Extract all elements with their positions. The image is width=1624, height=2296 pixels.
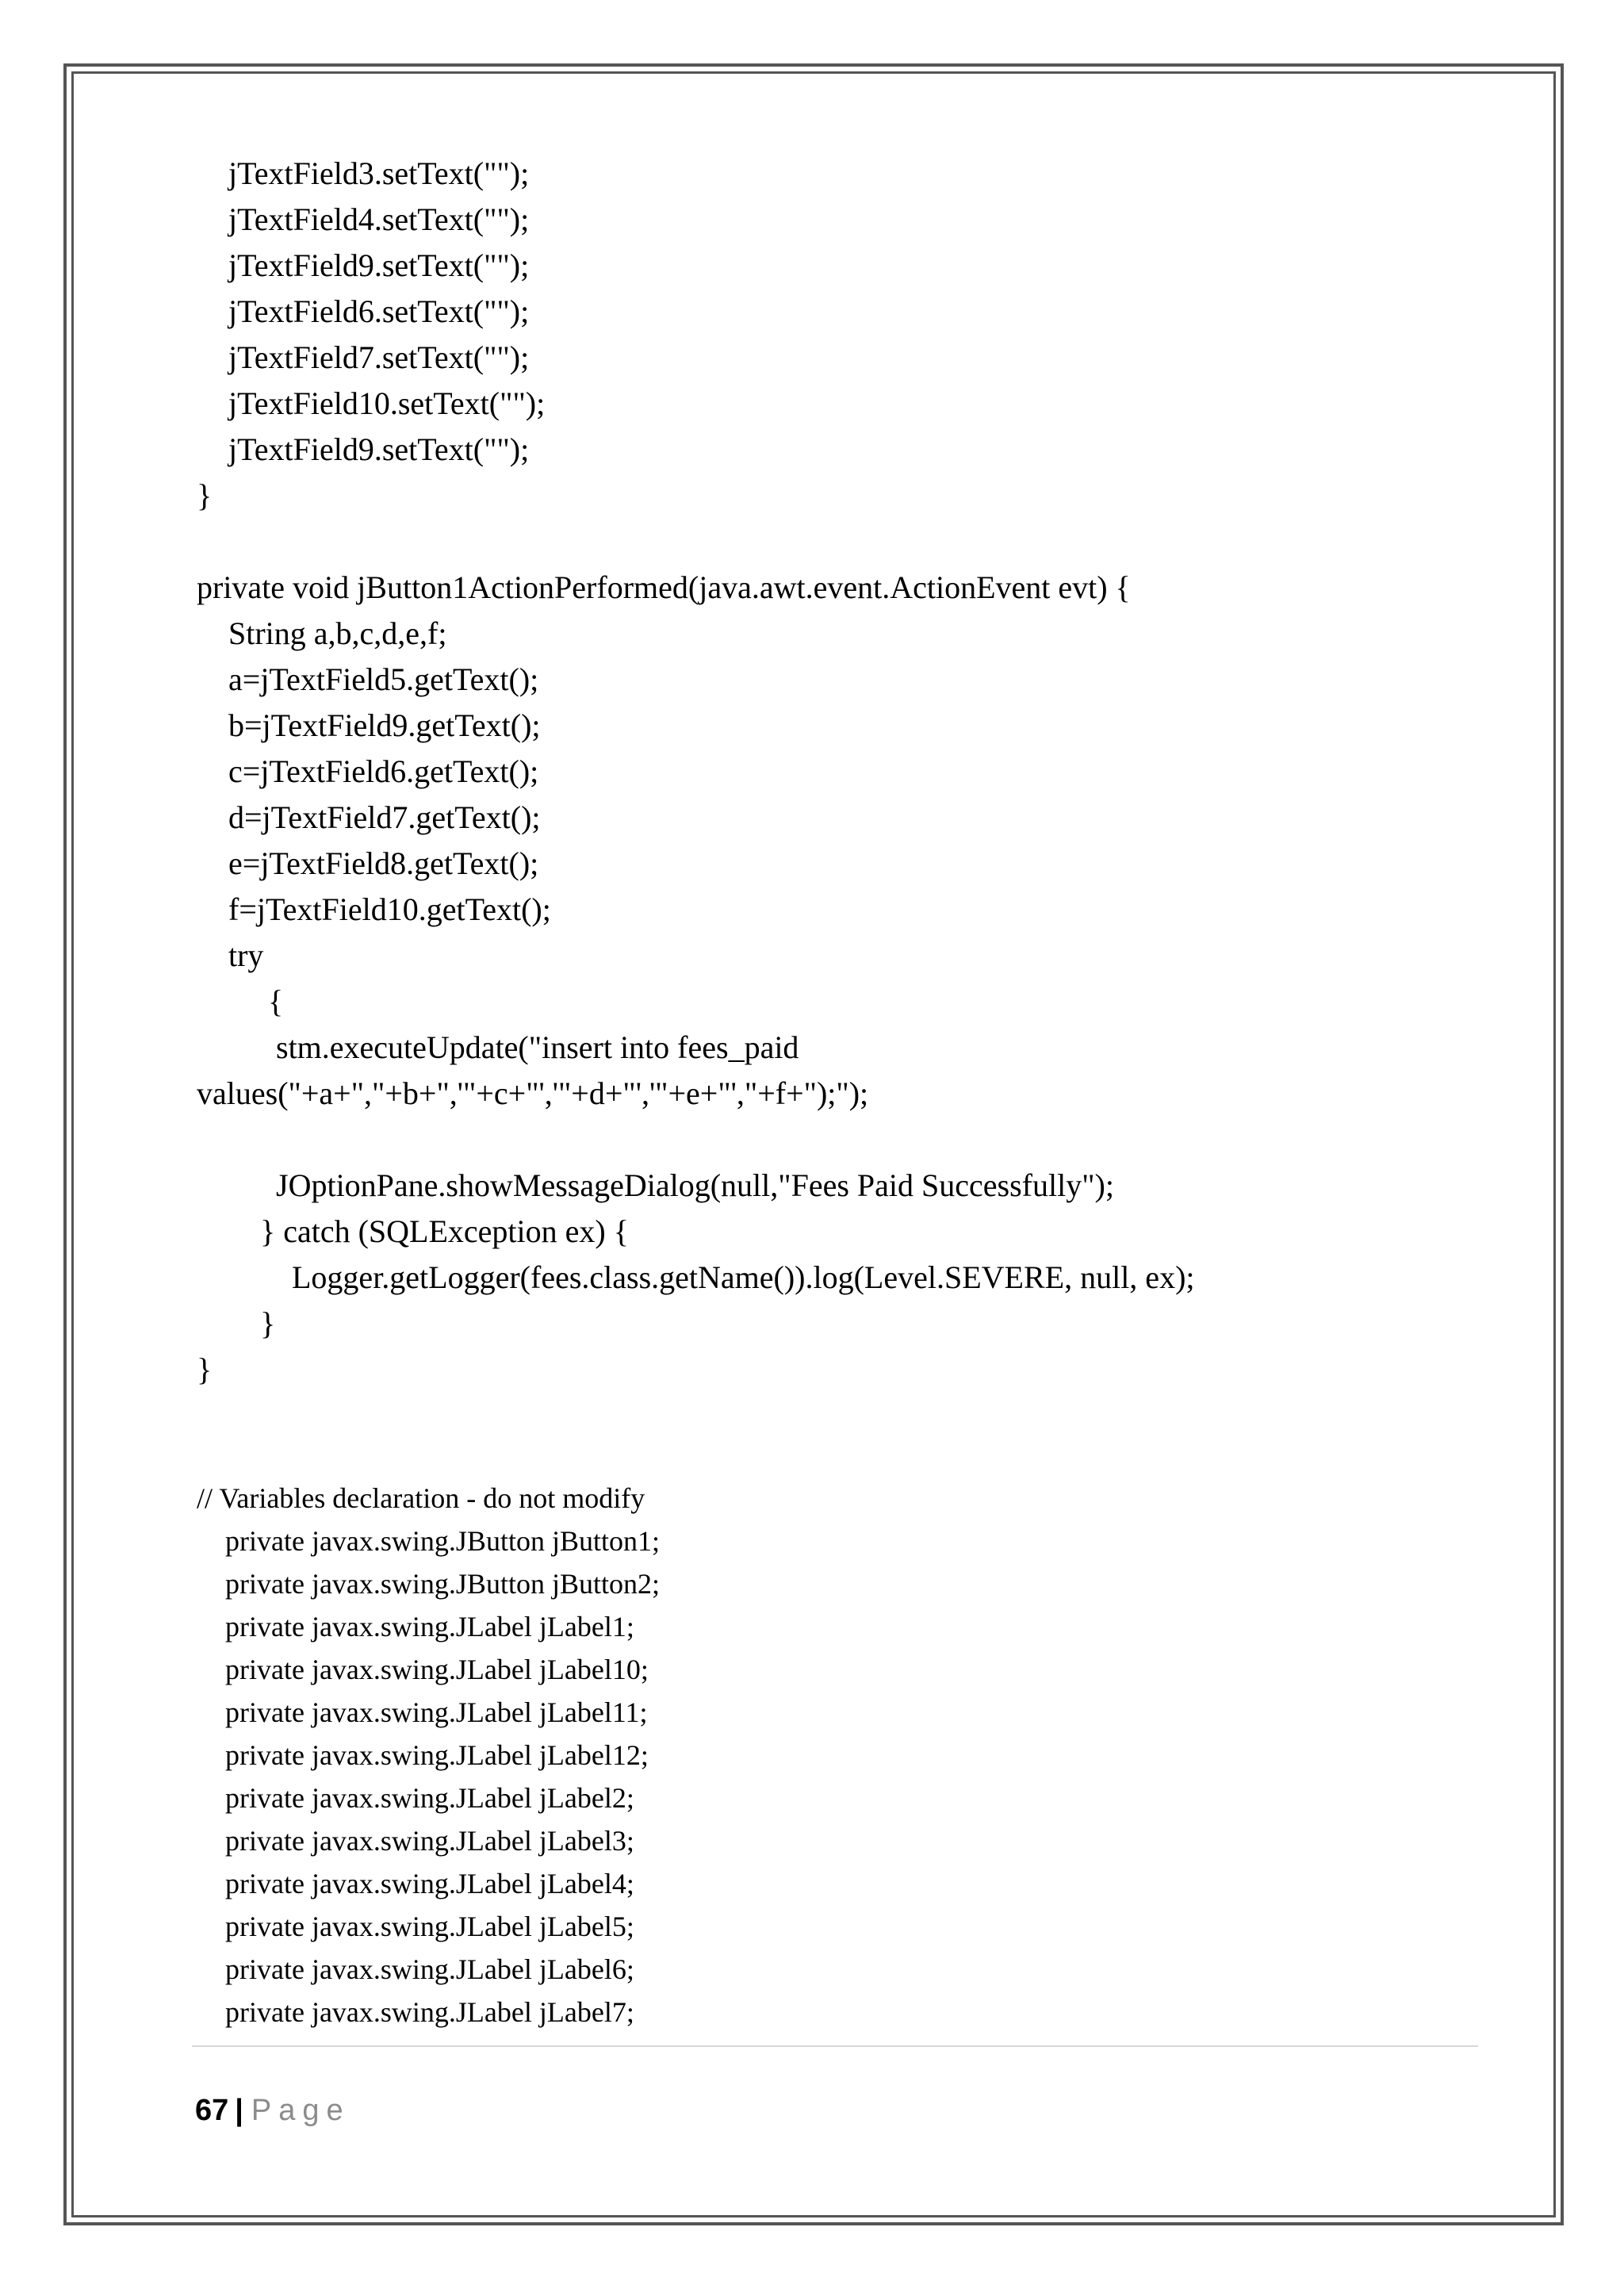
code-line: // Variables declaration - do not modify [197,1482,645,1514]
footer-separator: | [235,2094,243,2127]
code-line: private javax.swing.JLabel jLabel7; [197,1996,634,2028]
code-block-variables [197,1477,660,2033]
code-line: private javax.swing.JLabel jLabel3; [197,1825,634,1857]
code-line: } [197,1351,213,1387]
code-line: Logger.getLogger(fees.class.getName()).log(Level.SEVERE, null, ex); [197,1259,1195,1295]
code-line: private javax.swing.JLabel jLabel5; [197,1911,634,1942]
code-line: jTextField9.setText(""); [197,247,530,283]
code-line: jTextField6.setText(""); [197,293,530,329]
code-line: private javax.swing.JButton jButton1; [197,1525,660,1557]
code-line: jTextField4.setText(""); [197,201,530,237]
code-line: e=jTextField8.getText(); [197,845,539,881]
code-line: stm.executeUpdate("insert into fees_paid [197,1029,799,1065]
page-label: Page [251,2094,350,2127]
code-line: private javax.swing.JLabel jLabel10; [197,1654,649,1685]
code-line: jTextField9.setText(""); [197,431,530,467]
code-line: c=jTextField6.getText(); [197,753,539,789]
code-line: JOptionPane.showMessageDialog(null,"Fees Paid Successfully"); [197,1167,1114,1203]
code-line: private javax.swing.JLabel jLabel1; [197,1611,634,1642]
code-line [197,1117,1195,1163]
code-line: private javax.swing.JLabel jLabel11; [197,1696,648,1728]
page-number: 67 [195,2094,229,2127]
code-line: private void jButton1ActionPerformed(java.awt.event.ActionEvent evt) { [197,569,1131,605]
code-line: jTextField7.setText(""); [197,339,530,375]
code-line: a=jTextField5.getText(); [197,661,539,697]
code-line: jTextField3.setText(""); [197,155,530,191]
code-line: private javax.swing.JLabel jLabel2; [197,1782,634,1814]
code-line: try [197,937,264,973]
code-line: } catch (SQLException ex) { [197,1213,629,1249]
code-line [197,519,1195,565]
code-line: b=jTextField9.getText(); [197,707,541,743]
code-line: String a,b,c,d,e,f; [197,615,447,651]
code-line: { [197,983,284,1019]
code-line: private javax.swing.JLabel jLabel6; [197,1953,634,1985]
code-line: d=jTextField7.getText(); [197,799,541,835]
code-line: jTextField10.setText(""); [197,385,546,421]
footer-divider [192,2045,1478,2047]
page-footer [195,2094,350,2128]
code-block-main [197,151,1195,1393]
code-line: f=jTextField10.getText(); [197,891,551,927]
code-line: private javax.swing.JLabel jLabel12; [197,1739,649,1771]
code-line: } [197,477,213,513]
code-line: values("+a+","+b+",'"+c+"','"+d+"','"+e+"',"+f+");"); [197,1075,869,1111]
code-line: private javax.swing.JButton jButton2; [197,1568,660,1600]
code-line: private javax.swing.JLabel jLabel4; [197,1868,634,1899]
code-line: } [197,1305,276,1341]
